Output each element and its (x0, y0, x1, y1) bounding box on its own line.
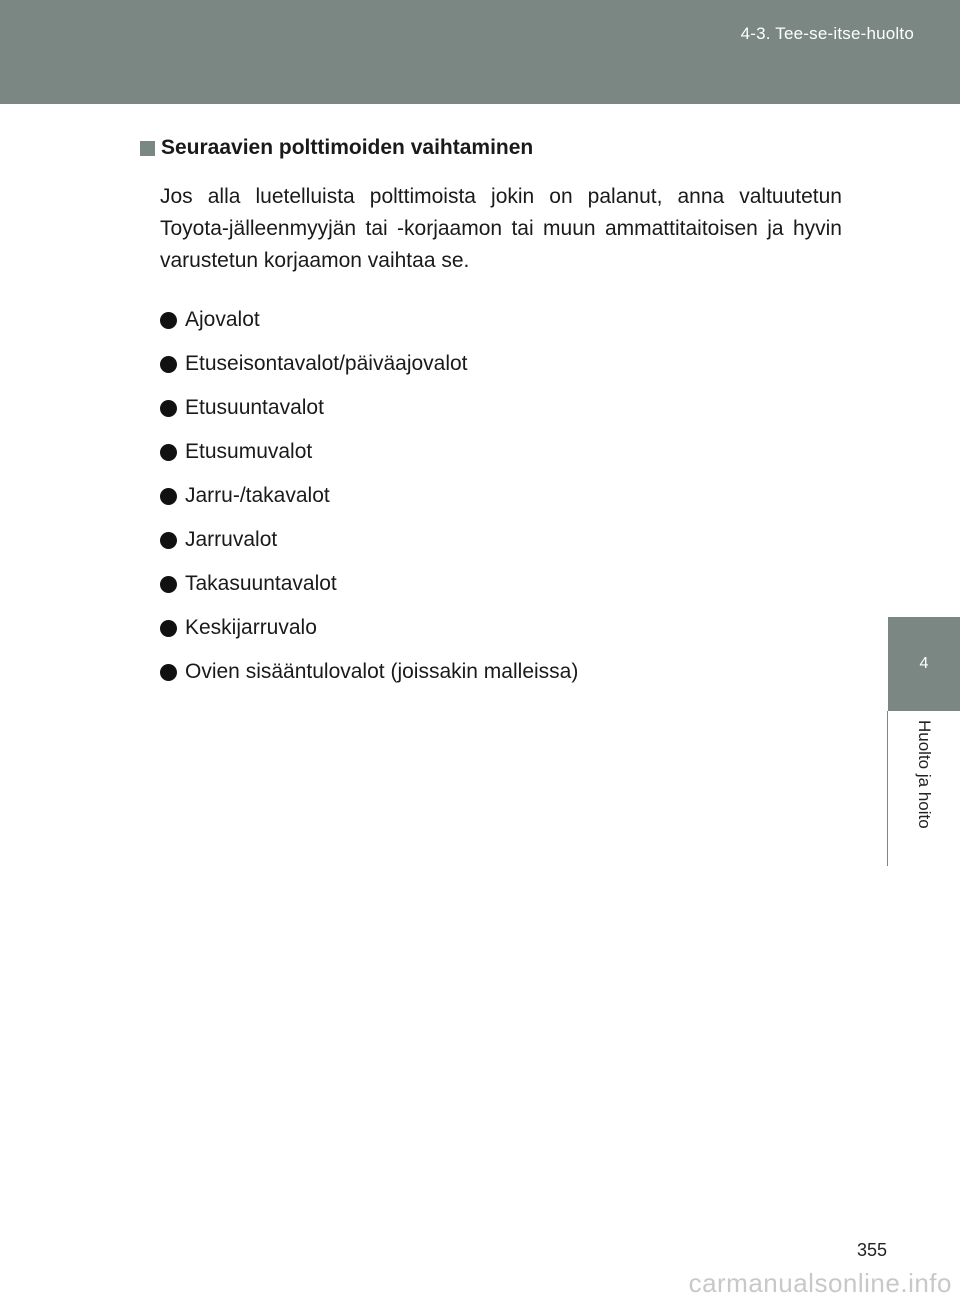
list-item-label: Etuseisontavalot/päiväajovalot (185, 352, 468, 375)
list-item (160, 562, 842, 606)
bullet-dot-icon (160, 576, 177, 593)
list-item (160, 430, 842, 474)
list-item (160, 650, 842, 694)
bullet-dot-icon (160, 356, 177, 373)
list-item (160, 518, 842, 562)
list-item (160, 298, 842, 342)
list-item-label: Jarruvalot (185, 528, 278, 551)
bullet-dot-icon (160, 400, 177, 417)
square-bullet-icon (140, 141, 155, 156)
list-item (160, 342, 842, 386)
section-heading-text: Seuraavien polttimoiden vaihtaminen (161, 136, 534, 159)
list-item-label: Ajovalot (185, 308, 260, 331)
bullet-dot-icon (160, 620, 177, 637)
list-item (160, 386, 842, 430)
bulb-list (160, 298, 842, 694)
bullet-dot-icon (160, 312, 177, 329)
chapter-tab-number: 4 (888, 617, 960, 711)
list-item (160, 606, 842, 650)
list-item-label: Etusumuvalot (185, 440, 313, 463)
section-paragraph: Jos alla luetelluista polttimoista jokin on palanut, anna valtuutetun Toyota-jälleenmyyjän tai -korjaamon tai muun ammattitaitoisen ja hyvin varustetun korjaamon vaihtaa se. (160, 185, 842, 272)
bullet-dot-icon (160, 532, 177, 549)
list-item-label: Takasuuntavalot (185, 572, 337, 595)
bullet-dot-icon (160, 488, 177, 505)
header-bar (0, 0, 960, 104)
list-item-label: Ovien sisääntulovalot (joissakin malleissa) (185, 660, 579, 683)
list-item (160, 474, 842, 518)
list-item-label: Etusuuntavalot (185, 396, 324, 419)
breadcrumb: 4-3. Tee-se-itse-huolto (740, 24, 914, 43)
watermark: carmanualsonline.info (688, 1268, 952, 1298)
section-heading (140, 136, 842, 160)
bullet-dot-icon (160, 664, 177, 681)
bullet-dot-icon (160, 444, 177, 461)
page-number: 355 (856, 1240, 887, 1260)
list-item-label: Jarru-/takavalot (185, 484, 330, 507)
list-item-label: Keskijarruvalo (185, 616, 317, 639)
side-strip (888, 104, 960, 617)
main-content (140, 136, 842, 694)
chapter-tab-label: Huolto ja hoito (915, 720, 934, 829)
